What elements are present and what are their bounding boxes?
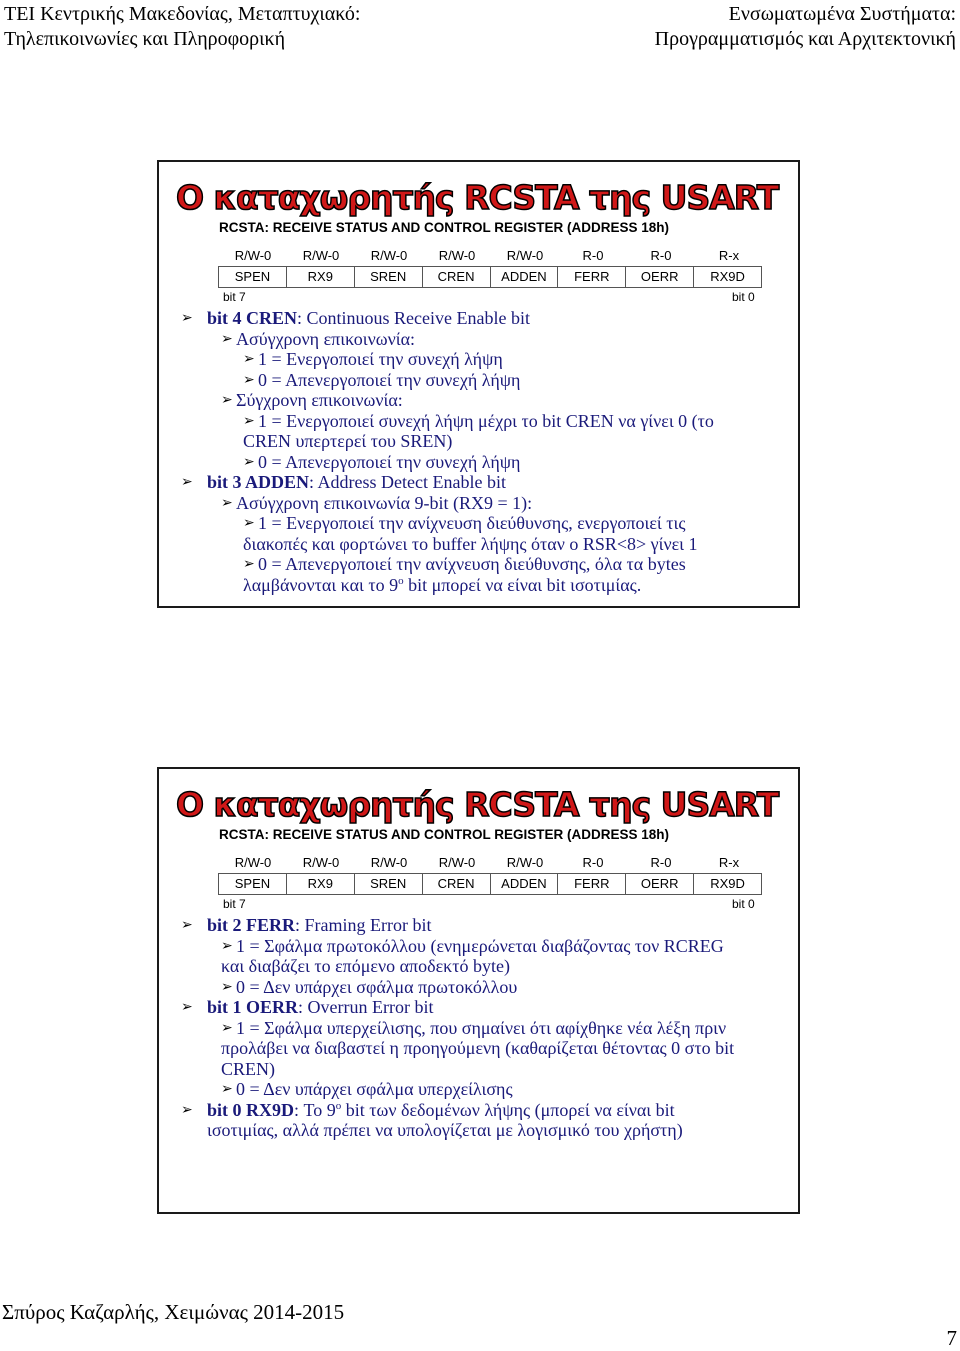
bit-cell: ADDEN: [491, 267, 559, 287]
header-left-line2: Τηλεπικοινωνίες και Πληροφορική: [4, 28, 286, 50]
superscript: ο: [398, 574, 404, 587]
list-item: [181, 977, 781, 998]
bit0-label: bit 0: [732, 290, 755, 304]
bit-cell: RX9D: [710, 876, 745, 891]
slide-title: Ο καταχωρητής RCSTA της USART: [176, 785, 779, 824]
access-cell: R-0: [582, 248, 604, 263]
register-access-row: [219, 855, 763, 871]
list-item: [181, 370, 781, 391]
item-text: 1 = Σφάλμα πρωτοκόλλου (ενημερώνεται διαβάζοντας τον RCREG: [236, 935, 724, 956]
list-item: [181, 349, 781, 370]
arrow-bullet-icon: ➢: [181, 999, 193, 1015]
slide-content: [181, 308, 781, 595]
page-number: 7: [946, 1326, 957, 1350]
access-cell: R-0: [650, 248, 672, 263]
access-cell: R/W-0: [506, 855, 544, 870]
arrow-bullet-icon: ➢: [221, 494, 233, 511]
list-item: [181, 997, 781, 1018]
bit-cell: FERR: [558, 874, 626, 894]
access-cell: R/W-0: [234, 248, 272, 263]
item-text: λαμβάνονται και το 9: [243, 574, 399, 595]
access-cell: R/W-0: [302, 855, 340, 870]
slide-1: [157, 160, 800, 608]
bit-desc: : Continuous Receive Enable bit: [297, 308, 530, 328]
arrow-bullet-icon: ➢: [243, 412, 255, 429]
bit-cell: SREN: [355, 267, 423, 287]
access-cell: R/W-0: [370, 248, 408, 263]
list-item-continuation: [181, 431, 781, 452]
superscript: ο: [335, 1099, 342, 1112]
bit-cell: RX9: [287, 874, 355, 894]
header-left: [4, 2, 360, 52]
item-text: 0 = Απενεργοποιεί την ανίχνευση διεύθυνσης, όλα τα bytes: [258, 554, 686, 574]
access-cell: R-0: [650, 855, 672, 870]
arrow-bullet-icon: ➢: [243, 515, 255, 531]
slide-title: Ο καταχωρητής RCSTA της USART: [176, 178, 779, 217]
bit-name: bit 1 OERR: [207, 997, 299, 1017]
bit-desc: : Address Detect Enable bit: [309, 472, 506, 492]
item-text: και διαβάζει το επόμενο αποδεκτό byte): [221, 956, 510, 976]
arrow-bullet-icon: ➢: [243, 351, 255, 367]
register-bits-row: [218, 266, 762, 288]
item-text: Σύγχρονη επικοινωνία:: [236, 390, 403, 410]
bit-cell: SREN: [355, 874, 423, 894]
list-item: [181, 1100, 781, 1121]
item-text: 0 = Δεν υπάρχει σφάλμα υπερχείλισης: [236, 1079, 513, 1099]
arrow-bullet-icon: ➢: [181, 474, 193, 490]
arrow-bullet-icon: ➢: [243, 556, 255, 572]
arrow-bullet-icon: ➢: [181, 1101, 193, 1118]
list-item: [181, 329, 781, 350]
item-text: 1 = Ενεργοποιεί την συνεχή λήψη: [258, 349, 503, 369]
list-item-continuation: [181, 1059, 781, 1080]
bit7-label: bit 7: [223, 897, 246, 911]
access-cell: R/W-0: [370, 855, 408, 870]
list-item-continuation: [181, 575, 781, 596]
slide-content: [181, 915, 781, 1141]
item-text: CREN): [221, 1058, 275, 1079]
access-cell: R/W-0: [234, 855, 272, 870]
item-text: προλάβει να διαβαστεί η προηγούμενη (καθαρίζεται θέτοντας 0 στο bit: [221, 1038, 735, 1058]
item-text: Ασύγχρονη επικοινωνία 9-bit (RX9 = 1):: [236, 492, 533, 513]
list-item-continuation: [181, 1038, 781, 1059]
access-cell: R/W-0: [438, 248, 476, 263]
list-item: [181, 452, 781, 473]
list-item: [181, 472, 781, 493]
header-right: [655, 2, 956, 52]
header-left-line1: ΤΕΙ Κεντρικής Μακεδονίας, Μεταπτυχιακό:: [4, 3, 361, 25]
bit-name: bit 4 CREN: [207, 308, 298, 328]
access-cell: R/W-0: [438, 855, 476, 870]
bit-desc: bit των δεδομένων λήψης (μπορεί να είναι bit: [341, 1099, 675, 1120]
arrow-bullet-icon: ➢: [221, 392, 233, 408]
bit-desc: : Overrun Error bit: [298, 997, 434, 1017]
list-item: [181, 1018, 781, 1039]
bit-name: bit 3 ADDEN: [207, 472, 310, 492]
item-text: bit μπορεί να είναι bit ισοτιμίας.: [403, 574, 642, 595]
arrow-bullet-icon: ➢: [181, 310, 193, 326]
bit-cell: CREN: [423, 874, 491, 894]
register-access-row: [219, 248, 763, 264]
item-text: 1 = Σφάλμα υπερχείλισης, που σημαίνει ότι αφίχθηκε νέα λέξη πριν: [236, 1017, 727, 1038]
arrow-bullet-icon: ➢: [221, 937, 233, 954]
bit-cell: CREN: [423, 267, 491, 287]
bit-cell: RX9: [287, 267, 355, 287]
item-text: 0 = Απενεργοποιεί την συνεχή λήψη: [258, 369, 521, 390]
item-text: 1 = Ενεργοποιεί συνεχή λήψη μέχρι το bit CREN να γίνει 0 (το: [258, 410, 714, 431]
list-item: [181, 411, 781, 432]
list-item: [181, 493, 781, 514]
bit-cell: RX9D: [710, 269, 745, 284]
register-bits-row: [218, 873, 762, 895]
arrow-bullet-icon: ➢: [221, 978, 233, 995]
item-text: CREN υπερτερεί του SREN): [243, 431, 453, 451]
bit-name: bit 2 FERR: [207, 915, 296, 935]
register-heading: RCSTA: RECEIVE STATUS AND CONTROL REGISTER (ADDRESS 18h): [219, 827, 670, 842]
item-text: διακοπές και φορτώνει το buffer λήψης όταν ο RSR<8> γίνει 1: [243, 533, 698, 554]
list-item: [181, 513, 781, 534]
access-cell: R/W-0: [302, 248, 340, 263]
access-cell: R/W-0: [506, 248, 544, 263]
arrow-bullet-icon: ➢: [221, 1019, 233, 1036]
list-item-continuation: [181, 956, 781, 977]
bit-cell: OERR: [626, 874, 694, 894]
bit-cell: SPEN: [219, 267, 287, 287]
bit7-label: bit 7: [223, 290, 246, 304]
arrow-bullet-icon: ➢: [243, 371, 255, 388]
list-item: [181, 1079, 781, 1100]
item-text: 1 = Ενεργοποιεί την ανίχνευση διεύθυνσης, ενεργοποιεί τις: [258, 513, 686, 533]
register-heading: RCSTA: RECEIVE STATUS AND CONTROL REGISTER (ADDRESS 18h): [219, 220, 670, 235]
slide-2: [157, 767, 800, 1214]
list-item-continuation: [181, 1120, 781, 1141]
bit0-label: bit 0: [732, 897, 755, 911]
bit-cell: ADDEN: [491, 874, 559, 894]
arrow-bullet-icon: ➢: [243, 453, 255, 470]
item-text: Ασύγχρονη επικοινωνία:: [236, 328, 415, 349]
list-item: [181, 936, 781, 957]
arrow-bullet-icon: ➢: [221, 1081, 233, 1097]
bit-desc: : Το 9: [294, 1099, 336, 1120]
list-item: [181, 308, 781, 329]
list-item: [181, 915, 781, 936]
list-item: [181, 390, 781, 411]
list-item: [181, 554, 781, 575]
item-text: 0 = Δεν υπάρχει σφάλμα πρωτοκόλλου: [236, 976, 518, 997]
header-right-line1: Ενσωματωμένα Συστήματα:: [728, 3, 956, 25]
access-cell: R-x: [718, 855, 740, 870]
arrow-bullet-icon: ➢: [221, 330, 233, 347]
header-right-line2: Προγραμματισμός και Αρχιτεκτονική: [654, 28, 956, 50]
item-text: ισοτιμίας, αλλά πρέπει να υπολογίζεται με λογισμικό του χρήστη): [207, 1120, 683, 1140]
item-text: 0 = Απενεργοποιεί την συνεχή λήψη: [258, 451, 521, 472]
bit-desc: : Framing Error bit: [295, 915, 432, 935]
bit-name: bit 0 RX9D: [207, 1099, 295, 1120]
access-cell: R-0: [582, 855, 604, 870]
arrow-bullet-icon: ➢: [181, 917, 193, 933]
bit-cell: SPEN: [219, 874, 287, 894]
list-item-continuation: [181, 534, 781, 555]
bit-cell: FERR: [558, 267, 626, 287]
bit-cell: OERR: [626, 267, 694, 287]
access-cell: R-x: [718, 248, 740, 263]
footer-author: Σπύρος Καζαρλής, Χειμώνας 2014-2015: [2, 1300, 345, 1324]
